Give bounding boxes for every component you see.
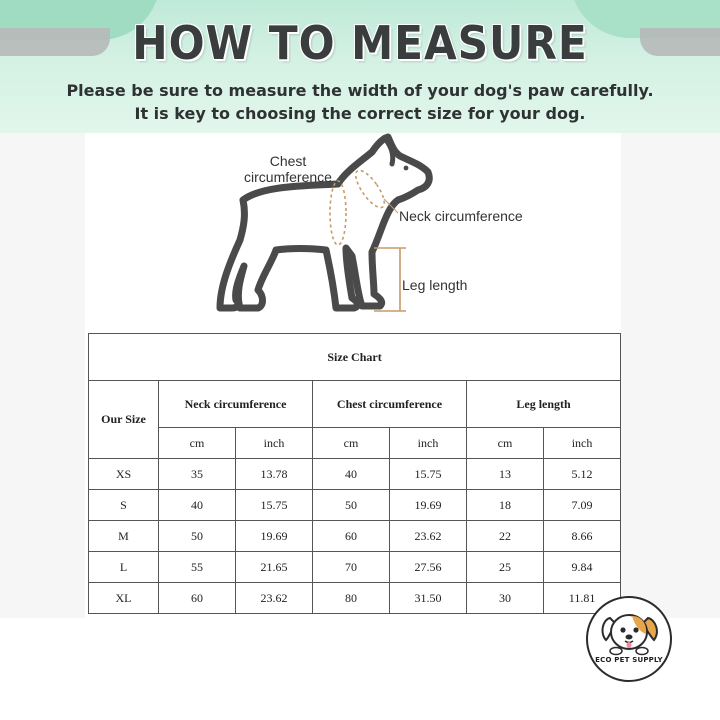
table-row <box>89 521 621 552</box>
unit-header: inch <box>544 428 621 459</box>
value-cell: 25 <box>467 552 544 583</box>
leg-group-header: Leg length <box>467 381 621 428</box>
dog-eye <box>404 166 409 171</box>
value-cell: 13 <box>467 459 544 490</box>
unit-header: inch <box>390 428 467 459</box>
size-chart-title: Size Chart <box>89 334 621 381</box>
size-cell: M <box>89 521 159 552</box>
value-cell: 15.75 <box>390 459 467 490</box>
value-cell: 13.78 <box>236 459 313 490</box>
unit-header: cm <box>313 428 390 459</box>
table-row <box>89 552 621 583</box>
value-cell: 22 <box>467 521 544 552</box>
value-cell: 35 <box>159 459 236 490</box>
size-cell: L <box>89 552 159 583</box>
subtitle-line-2: It is key to choosing the correct size for your dog. <box>134 104 586 123</box>
value-cell: 31.50 <box>390 583 467 614</box>
leg-length-label: Leg length <box>402 277 468 293</box>
value-cell: 18 <box>467 490 544 521</box>
value-cell: 27.56 <box>390 552 467 583</box>
page-title: HOW TO MEASURE <box>132 16 588 70</box>
table-row <box>89 583 621 614</box>
value-cell: 40 <box>159 490 236 521</box>
unit-header: cm <box>467 428 544 459</box>
brand-logo <box>586 596 672 682</box>
value-cell: 55 <box>159 552 236 583</box>
value-cell: 8.66 <box>544 521 621 552</box>
puppy-face-icon <box>588 598 670 680</box>
value-cell: 60 <box>159 583 236 614</box>
value-cell: 23.62 <box>390 521 467 552</box>
value-cell: 23.62 <box>236 583 313 614</box>
value-cell: 50 <box>159 521 236 552</box>
unit-header: cm <box>159 428 236 459</box>
value-cell: 50 <box>313 490 390 521</box>
our-size-header: Our Size <box>89 381 159 459</box>
size-cell: XS <box>89 459 159 490</box>
value-cell: 60 <box>313 521 390 552</box>
table-row <box>89 490 621 521</box>
value-cell: 15.75 <box>236 490 313 521</box>
unit-header: inch <box>236 428 313 459</box>
value-cell: 19.69 <box>236 521 313 552</box>
value-cell: 70 <box>313 552 390 583</box>
value-cell: 19.69 <box>390 490 467 521</box>
value-cell: 80 <box>313 583 390 614</box>
brand-name: ECO PET SUPPLY <box>595 656 663 664</box>
value-cell: 7.09 <box>544 490 621 521</box>
subtitle-line-1: Please be sure to measure the width of your dog's paw carefully. <box>66 81 654 100</box>
neck-group-header: Neck circumference <box>159 381 313 428</box>
table-row <box>89 459 621 490</box>
chest-group-header: Chest circumference <box>313 381 467 428</box>
size-cell: S <box>89 490 159 521</box>
neck-circumference-label: Neck circumference <box>399 208 523 224</box>
value-cell: 11.81 <box>544 583 621 614</box>
value-cell: 30 <box>467 583 544 614</box>
chest-circumference-label: Chest circumference <box>244 153 332 185</box>
value-cell: 9.84 <box>544 552 621 583</box>
size-cell: XL <box>89 583 159 614</box>
value-cell: 40 <box>313 459 390 490</box>
value-cell: 5.12 <box>544 459 621 490</box>
size-chart-table <box>88 333 621 614</box>
value-cell: 21.65 <box>236 552 313 583</box>
